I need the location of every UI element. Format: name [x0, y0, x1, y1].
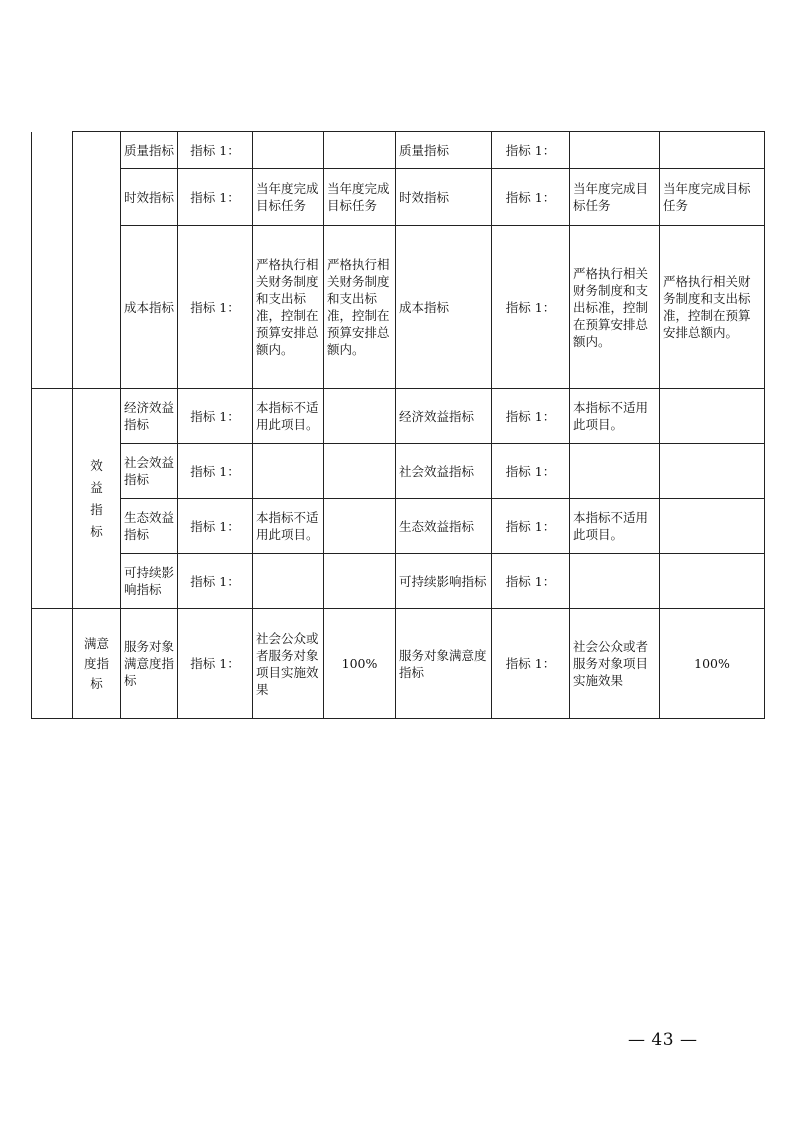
target-value-cell: 严格执行相关财务制度和支出标准，控制在预算安排总额内。: [570, 226, 660, 389]
actual-value-cell: [324, 444, 396, 499]
actual-value-cell: 当年度完成目标任务: [324, 169, 396, 226]
indicator-label-cell: 指标 1：: [492, 554, 570, 609]
level2-category-satisfaction: 满意度指标: [73, 609, 121, 719]
table-row: [32, 132, 765, 169]
indicator-label-cell: 指标 1：: [178, 389, 253, 444]
target-value-cell: 当年度完成目标任务: [570, 169, 660, 226]
level1-category-cell: [32, 132, 73, 389]
indicator-label-cell: 指标 1：: [178, 132, 253, 169]
target-value-cell: [570, 132, 660, 169]
indicator-label-cell: 指标 1：: [492, 226, 570, 389]
indicator-label-cell: 指标 1：: [178, 554, 253, 609]
sub-indicator-cell: 时效指标: [121, 169, 178, 226]
target-value-cell: 本指标不适用此项目。: [570, 389, 660, 444]
actual-value-cell: [324, 132, 396, 169]
target-value-cell: [570, 554, 660, 609]
sub-indicator-cell: 可持续影响指标: [121, 554, 178, 609]
table-row: [32, 226, 765, 389]
page-number: — 43 —: [628, 1030, 698, 1050]
indicator-label-cell: 指标 1：: [178, 169, 253, 226]
indicator-label-cell: 指标 1：: [492, 169, 570, 226]
sub-indicator-cell: 质量指标: [396, 132, 492, 169]
indicator-label-cell: 指标 1：: [178, 444, 253, 499]
level1-category-cell: [32, 609, 73, 719]
actual-value-cell: 严格执行相关财务制度和支出标准，控制在预算安排总额内。: [324, 226, 396, 389]
table-row: [32, 444, 765, 499]
actual-value-cell: [660, 389, 765, 444]
level2-category-output: [73, 132, 121, 389]
target-value-cell: [253, 132, 324, 169]
target-value-cell: 严格执行相关财务制度和支出标准，控制在预算安排总额内。: [253, 226, 324, 389]
sub-indicator-cell: 生态效益指标: [396, 499, 492, 554]
actual-value-cell: 100%: [660, 609, 765, 719]
actual-value-cell: 当年度完成目标任务: [660, 169, 765, 226]
table-row: [32, 499, 765, 554]
target-value-cell: 本指标不适用此项目。: [570, 499, 660, 554]
sub-indicator-cell: 成本指标: [396, 226, 492, 389]
actual-value-cell: [660, 444, 765, 499]
sub-indicator-cell: 生态效益指标: [121, 499, 178, 554]
sub-indicator-cell: 时效指标: [396, 169, 492, 226]
actual-value-cell: [660, 132, 765, 169]
indicator-label-cell: 指标 1：: [492, 132, 570, 169]
target-value-cell: 本指标不适用此项目。: [253, 389, 324, 444]
sub-indicator-cell: 服务对象满意度指标: [121, 609, 178, 719]
table-row: [32, 389, 765, 444]
level2-category-benefit: 效益指标: [73, 389, 121, 609]
sub-indicator-cell: 可持续影响指标: [396, 554, 492, 609]
table-row: [32, 554, 765, 609]
actual-value-cell: [660, 499, 765, 554]
sub-indicator-cell: 成本指标: [121, 226, 178, 389]
indicator-label-cell: 指标 1：: [492, 499, 570, 554]
target-value-cell: [253, 554, 324, 609]
sub-indicator-cell: 社会效益指标: [121, 444, 178, 499]
target-value-cell: 社会公众或者服务对象项目实施效果: [253, 609, 324, 719]
sub-indicator-cell: 经济效益指标: [396, 389, 492, 444]
indicator-label-cell: 指标 1：: [178, 226, 253, 389]
target-value-cell: 本指标不适用此项目。: [253, 499, 324, 554]
actual-value-cell: [324, 389, 396, 444]
indicator-label-cell: 指标 1：: [178, 499, 253, 554]
actual-value-cell: 100%: [324, 609, 396, 719]
indicator-label-cell: 指标 1：: [492, 609, 570, 719]
level1-category-cell: [32, 389, 73, 609]
sub-indicator-cell: 经济效益指标: [121, 389, 178, 444]
performance-indicator-table: [31, 131, 765, 719]
target-value-cell: [253, 444, 324, 499]
table-row: [32, 609, 765, 719]
sub-indicator-cell: 社会效益指标: [396, 444, 492, 499]
actual-value-cell: [660, 554, 765, 609]
actual-value-cell: 严格执行相关财务制度和支出标准，控制在预算安排总额内。: [660, 226, 765, 389]
indicator-label-cell: 指标 1：: [178, 609, 253, 719]
sub-indicator-cell: 服务对象满意度指标: [396, 609, 492, 719]
actual-value-cell: [324, 499, 396, 554]
indicator-label-cell: 指标 1：: [492, 389, 570, 444]
indicator-label-cell: 指标 1：: [492, 444, 570, 499]
sub-indicator-cell: 质量指标: [121, 132, 178, 169]
target-value-cell: 社会公众或者服务对象项目实施效果: [570, 609, 660, 719]
table-row: [32, 169, 765, 226]
target-value-cell: 当年度完成目标任务: [253, 169, 324, 226]
target-value-cell: [570, 444, 660, 499]
actual-value-cell: [324, 554, 396, 609]
